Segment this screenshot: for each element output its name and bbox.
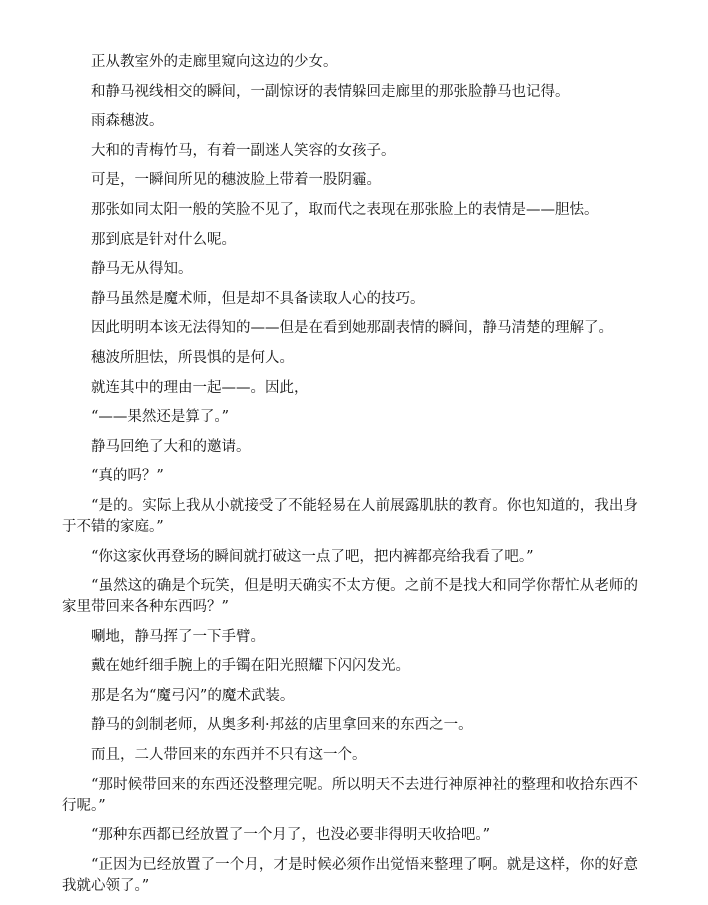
paragraph: “你这家伙再登场的瞬间就打破这一点了吧，把内裤都亮给我看了吧。” bbox=[91, 548, 534, 565]
paragraph: “虽然这的确是个玩笑，但是明天确实不太方便。之前不是找大和同学你帮忙从老师的家里带回来各种东西吗？” bbox=[62, 578, 638, 616]
paragraph: 静马无从得知。 bbox=[91, 261, 193, 278]
paragraph: 正从教室外的走廊里窥向这边的少女。 bbox=[91, 54, 338, 70]
document-page bbox=[62, 52, 638, 905]
paragraph: 而且，二人带回来的东西并不只有这一个。 bbox=[91, 747, 367, 764]
paragraph: “是的。实际上我从小就接受了不能轻易在人前展露肌肤的教育。你也知道的，我出身于不错的家庭。” bbox=[62, 497, 638, 535]
paragraph: “真的吗？” bbox=[91, 468, 164, 485]
paragraph: 静马回绝了大和的邀请。 bbox=[91, 438, 251, 455]
paragraph: 穗波所胆怯，所畏惧的是何人。 bbox=[91, 349, 294, 366]
paragraph: “那时候带回来的东西还没整理完呢。所以明天不去进行神原神社的整理和收拾东西不行呢。” bbox=[62, 776, 638, 814]
paragraph: 戴在她纤细手腕上的手镯在阳光照耀下闪闪发光。 bbox=[91, 658, 410, 675]
paragraph: 那张如同太阳一般的笑脸不见了，取而代之表现在那张脸上的表情是——胆怯。 bbox=[91, 201, 599, 218]
paragraph: 唰地，静马挥了一下手臂。 bbox=[91, 628, 265, 645]
paragraph: 静马的剑制老师，从奥多利·邦兹的店里拿回来的东西之一。 bbox=[91, 717, 473, 734]
paragraph: 那是名为“魔弓闪”的魔术武装。 bbox=[91, 687, 295, 704]
paragraph: 就连其中的理由一起——。因此， bbox=[91, 379, 309, 396]
paragraph: “——果然还是算了。” bbox=[91, 409, 230, 426]
paragraph: 静马虽然是魔术师，但是却不具备读取人心的技巧。 bbox=[91, 290, 425, 307]
paragraph: 可是，一瞬间所见的穗波脸上带着一股阴霾。 bbox=[91, 172, 381, 189]
paragraph: 那到底是针对什么呢。 bbox=[91, 231, 236, 248]
paragraph: 大和的青梅竹马，有着一副迷人笑容的女孩子。 bbox=[91, 142, 396, 159]
paragraph: 雨森穗波。 bbox=[91, 113, 164, 130]
paragraph: “正因为已经放置了一个月，才是时候必须作出觉悟来整理了啊。就是这样，你的好意我就心领了。” bbox=[62, 856, 638, 894]
paragraph: 因此明明本该无法得知的——但是在看到她那副表情的瞬间，静马清楚的理解了。 bbox=[91, 320, 613, 337]
paragraph: 和静马视线相交的瞬间，一副惊讶的表情躲回走廊里的那张脸静马也记得。 bbox=[91, 83, 570, 100]
paragraph: “那种东西都已经放置了一个月了，也没必要非得明天收拾吧。” bbox=[91, 827, 491, 844]
